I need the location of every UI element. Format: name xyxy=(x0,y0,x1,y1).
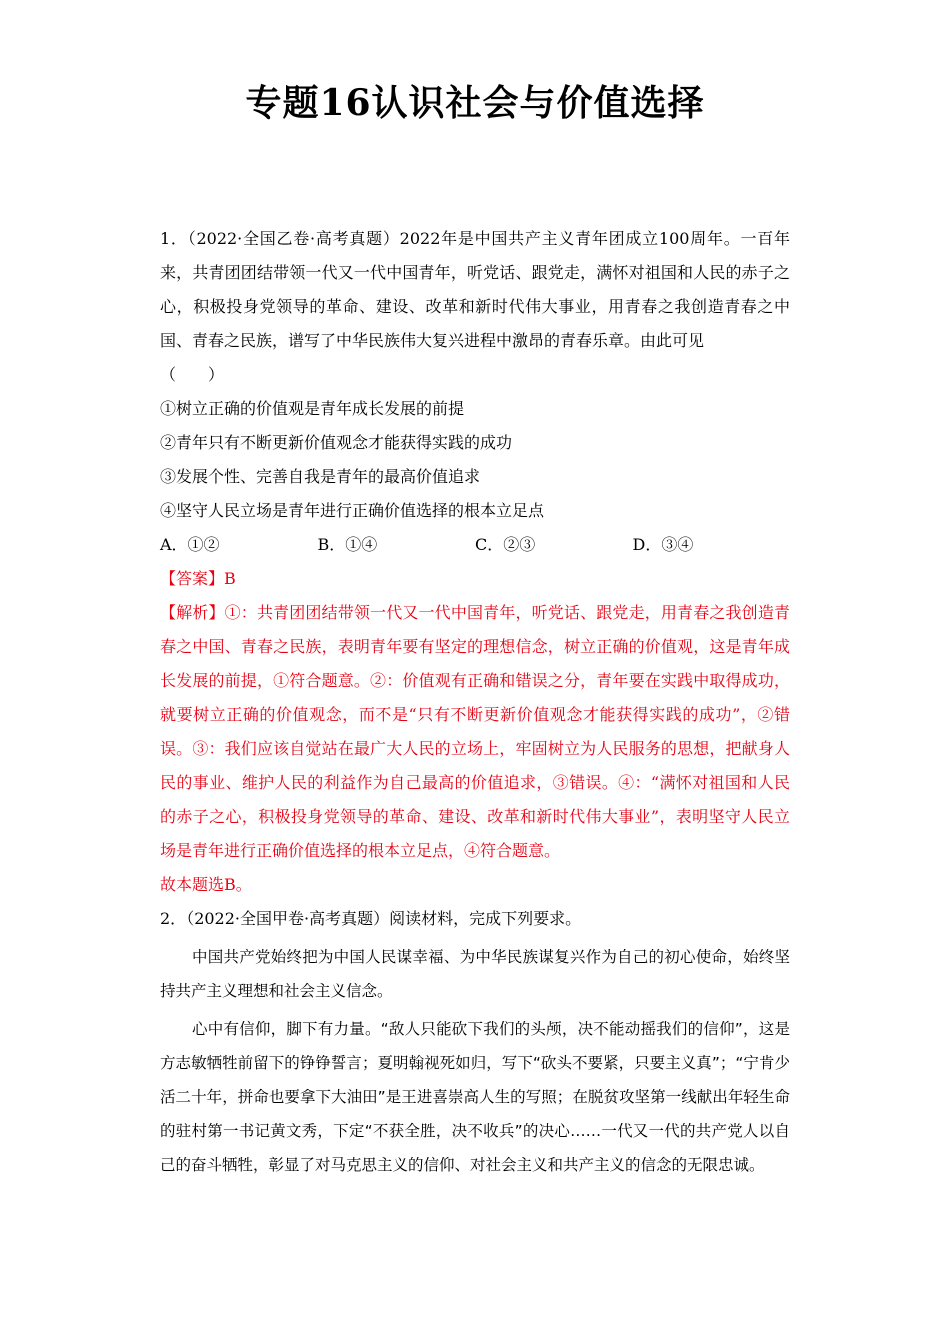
analysis-label: 【解析】 xyxy=(160,603,225,622)
option-b: B．①④ xyxy=(317,535,378,554)
option-a: A．①② xyxy=(160,535,220,554)
question-number: 2． xyxy=(160,909,187,928)
answer xyxy=(160,562,790,596)
analysis-text: ①：共青团团结带领一代又一代中国青年，听党话、跟党走，用青春之我创造青春之中国、青春之民族，表明青年要有坚定的理想信念，树立正确的价值观，这是青年成长发展的前提，①符合题意。②：价值观有正确和错误之分，青年要在实践中取得成功，就要树立正确的价值观念，而不是“只有不断更新价值观念才能获得实践的成功”，②错误。③：我们应该自觉站在最广大人民的立场上，牢固树立为人民服务的思想，把献身人民的事业、维护人民的利益作为自己最高的价值追求，③错误。④：“满怀对祖国和人民的赤子之心，积极投身党领导的革命、建设、改革和新时代伟大事业”，表明坚守人民立场是青年进行正确价值选择的根本立足点，④符合题意。 xyxy=(160,603,790,860)
answer-label: 【答案】 xyxy=(160,569,225,588)
conclusion: 故本题选B。 xyxy=(160,875,252,894)
choice-options xyxy=(160,528,790,562)
option-c: C．②③ xyxy=(475,535,536,554)
answer-blank: （ ） xyxy=(160,365,225,384)
question-2 xyxy=(160,902,790,1182)
statement-3: ③发展个性、完善自我是青年的最高价值追求 xyxy=(160,467,481,486)
statement-2: ②青年只有不断更新价值观念才能获得实践的成功 xyxy=(160,433,513,452)
question-stem xyxy=(160,902,790,936)
question-text: （2022·全国乙卷·高考真题）2022年是中国共产主义青年团成立100周年。一百年来，共青团团结带领一代又一代中国青年，听党话、跟党走，满怀对祖国和人民的赤子之心，积极投身党领导的革命、建设、改革和新时代伟大事业，用青春之我创造青春之中国、青春之民族，谱写了中华民族伟大复兴进程中激昂的青春乐章。由此可见 xyxy=(160,229,790,350)
question-stem xyxy=(160,222,790,358)
analysis xyxy=(160,596,790,868)
question-number: 1． xyxy=(160,229,188,248)
page-title: 专题16认识社会与价值选择 xyxy=(245,82,705,124)
question-1 xyxy=(160,222,790,902)
statement-4: ④坚守人民立场是青年进行正确价值选择的根本立足点 xyxy=(160,501,545,520)
material-paragraph-1: 中国共产党始终把为中国人民谋幸福、为中华民族谋复兴作为自己的初心使命，始终坚持共产主义理想和社会主义信念。 xyxy=(160,948,790,1000)
answer-value: B xyxy=(224,569,236,588)
question-text: （2022·全国甲卷·高考真题）阅读材料，完成下列要求。 xyxy=(186,909,582,928)
statement-1: ①树立正确的价值观是青年成长发展的前提 xyxy=(160,399,465,418)
option-d: D．③④ xyxy=(632,535,694,554)
document-body xyxy=(160,222,790,1182)
material-paragraph-2: 心中有信仰，脚下有力量。“敌人只能砍下我们的头颅，决不能动摇我们的信仰”，这是方志敏牺牲前留下的铮铮誓言；夏明翰视死如归，写下“砍头不要紧，只要主义真”；“宁肯少活二十年，拼命也要拿下大油田”是王进喜崇高人生的写照；在脱贫攻坚第一线献出年轻生命的驻村第一书记黄文秀，下定“不获全胜，决不收兵”的决心……一代又一代的共产党人以自己的奋斗牺牲，彰显了对马克思主义的信仰、对社会主义和共产主义的信念的无限忠诚。 xyxy=(160,1020,790,1174)
